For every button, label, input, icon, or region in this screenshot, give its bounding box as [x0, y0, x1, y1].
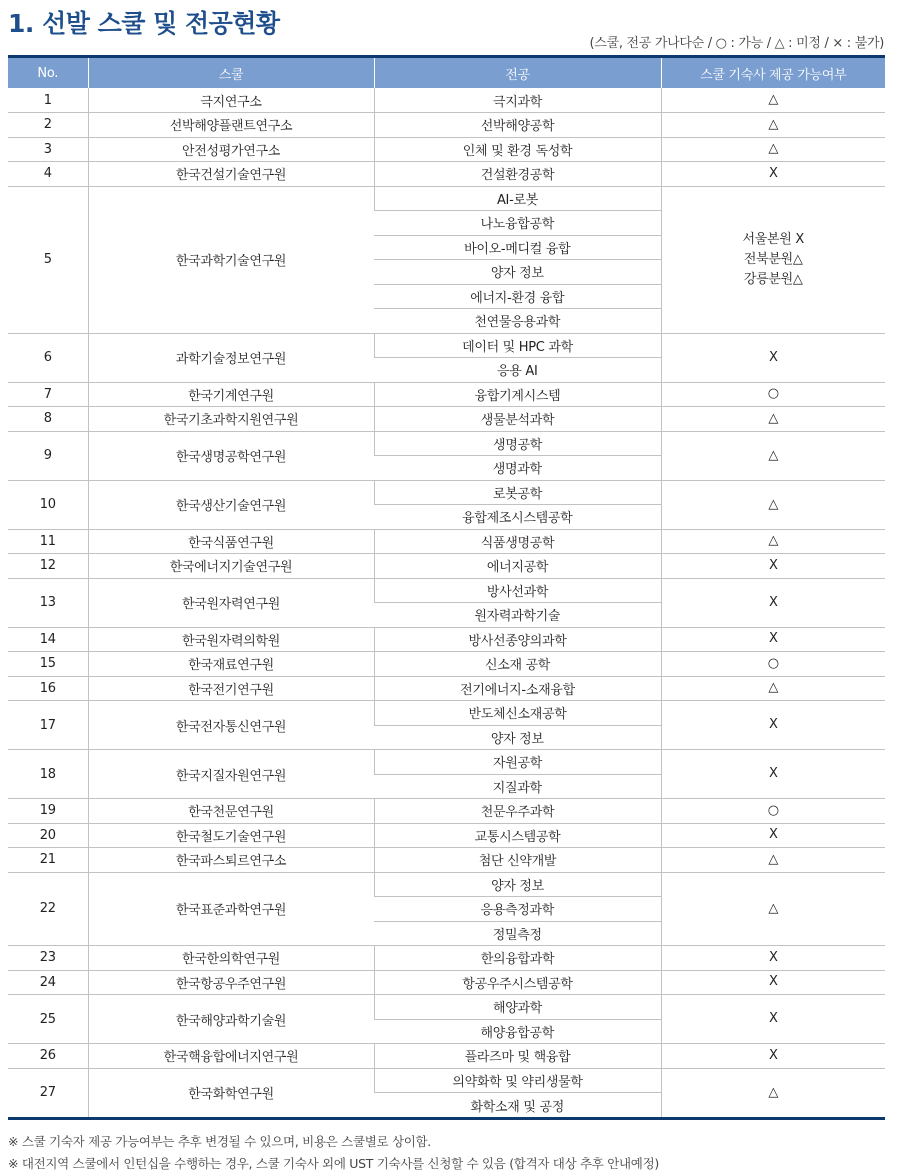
- table-row: [8, 578, 885, 603]
- school-major-table-wrapper: [8, 55, 885, 1120]
- cell-major: 천연물응용과학: [374, 309, 661, 334]
- availability-value: △: [768, 116, 779, 132]
- availability-value: ○: [767, 655, 779, 671]
- cell-major: 방사선종양의과학: [374, 627, 661, 652]
- availability-value: X: [768, 594, 778, 610]
- cell-major: 생명공학: [374, 431, 661, 456]
- cell-no: 11: [8, 529, 88, 554]
- cell-school: 한국파스퇴르연구소: [88, 848, 374, 873]
- cell-availability: [661, 848, 885, 873]
- cell-availability: [661, 823, 885, 848]
- header-major: 전공: [374, 58, 661, 88]
- table-header-row: [8, 58, 885, 88]
- cell-major: 에너지-환경 융합: [374, 284, 661, 309]
- cell-major: 자원공학: [374, 750, 661, 775]
- cell-no: 19: [8, 799, 88, 824]
- cell-school: 한국항공우주연구원: [88, 970, 374, 995]
- cell-availability: [661, 1044, 885, 1069]
- availability-value: X: [768, 165, 778, 181]
- cell-availability: [661, 113, 885, 138]
- cell-school: 한국식품연구원: [88, 529, 374, 554]
- table-row: [8, 407, 885, 432]
- cell-school: 한국철도기술연구원: [88, 823, 374, 848]
- table-body: [8, 88, 885, 1117]
- cell-availability: [661, 162, 885, 187]
- cell-availability: [661, 995, 885, 1044]
- table-row: [8, 186, 885, 211]
- availability-value: △: [768, 1084, 779, 1100]
- cell-no: 24: [8, 970, 88, 995]
- cell-major: 식품생명공학: [374, 529, 661, 554]
- cell-no: 18: [8, 750, 88, 799]
- cell-school: 한국전자통신연구원: [88, 701, 374, 750]
- availability-value: X: [768, 827, 778, 843]
- cell-school: 한국재료연구원: [88, 652, 374, 677]
- cell-school: 한국한의학연구원: [88, 946, 374, 971]
- cell-availability: [661, 627, 885, 652]
- cell-school: 한국원자력연구원: [88, 578, 374, 627]
- table-row: [8, 137, 885, 162]
- table-row: [8, 701, 885, 726]
- cell-availability: [661, 652, 885, 677]
- table-row: [8, 799, 885, 824]
- cell-major: 생물분석과학: [374, 407, 661, 432]
- cell-major: 의약화학 및 약리생물학: [374, 1068, 661, 1093]
- cell-major: 한의융합과학: [374, 946, 661, 971]
- cell-no: 10: [8, 480, 88, 529]
- table-row: [8, 652, 885, 677]
- cell-school: 한국원자력의학원: [88, 627, 374, 652]
- cell-availability: [661, 480, 885, 529]
- footnote: ※ 스쿨 기숙자 제공 가능여부는 추후 변경될 수 있으며, 비용은 스쿨별로 상이함.: [8, 1134, 431, 1149]
- cell-major: 방사선과학: [374, 578, 661, 603]
- cell-school: 한국생명공학연구원: [88, 431, 374, 480]
- cell-school: 한국과학기술연구원: [88, 186, 374, 333]
- cell-major: 화학소재 및 공정: [374, 1093, 661, 1118]
- cell-availability: [661, 529, 885, 554]
- availability-value: △: [768, 680, 779, 696]
- cell-availability: [661, 88, 885, 113]
- availability-value: ○: [767, 386, 779, 402]
- header-school: 스쿨: [88, 58, 374, 88]
- cell-school: 극지연구소: [88, 88, 374, 113]
- cell-school: 안전성평가연구소: [88, 137, 374, 162]
- header-no: No.: [8, 58, 88, 88]
- cell-availability: [661, 431, 885, 480]
- availability-value: X: [768, 949, 778, 965]
- table-header: [8, 58, 885, 88]
- table-row: [8, 946, 885, 971]
- cell-availability: [661, 1068, 885, 1117]
- cell-major: 바이오-메디컬 융합: [374, 235, 661, 260]
- cell-major: 데이터 및 HPC 과학: [374, 333, 661, 358]
- cell-availability: [661, 186, 885, 333]
- table-row: [8, 970, 885, 995]
- cell-major: 응용측정과학: [374, 897, 661, 922]
- availability-value: △: [768, 533, 779, 549]
- cell-major: 원자력과학기술: [374, 603, 661, 628]
- availability-value: △: [768, 900, 779, 916]
- cell-no: 16: [8, 676, 88, 701]
- table-row: [8, 162, 885, 187]
- table-row: [8, 554, 885, 579]
- footnotes: [8, 1131, 659, 1175]
- cell-school: 한국화학연구원: [88, 1068, 374, 1117]
- cell-major: 해양융합공학: [374, 1019, 661, 1044]
- availability-value: X: [768, 557, 778, 573]
- cell-major: 융합제조시스템공학: [374, 505, 661, 530]
- cell-school: 한국해양과학기술원: [88, 995, 374, 1044]
- cell-major: 신소재 공학: [374, 652, 661, 677]
- cell-no: 21: [8, 848, 88, 873]
- cell-major: 로봇공학: [374, 480, 661, 505]
- cell-major: 지질과학: [374, 774, 661, 799]
- availability-value: △: [768, 410, 779, 426]
- header-availability: 스쿨 기숙사 제공 가능여부: [661, 58, 885, 88]
- cell-no: 20: [8, 823, 88, 848]
- cell-no: 3: [8, 137, 88, 162]
- cell-school: 한국천문연구원: [88, 799, 374, 824]
- cell-major: 에너지공학: [374, 554, 661, 579]
- cell-major: 양자 정보: [374, 260, 661, 285]
- availability-value: 전북분원△: [743, 251, 803, 267]
- cell-major: 전기에너지-소재융합: [374, 676, 661, 701]
- cell-school: 한국지질자원연구원: [88, 750, 374, 799]
- cell-major: 플라즈마 및 핵융합: [374, 1044, 661, 1069]
- cell-no: 9: [8, 431, 88, 480]
- cell-major: 인체 및 환경 독성학: [374, 137, 661, 162]
- cell-major: 천문우주과학: [374, 799, 661, 824]
- cell-major: 양자 정보: [374, 872, 661, 897]
- availability-value: X: [768, 631, 778, 647]
- availability-value: △: [768, 141, 779, 157]
- cell-availability: [661, 407, 885, 432]
- cell-no: 5: [8, 186, 88, 333]
- availability-value: △: [768, 496, 779, 512]
- table-row: [8, 431, 885, 456]
- table-row: [8, 872, 885, 897]
- cell-major: 나노융합공학: [374, 211, 661, 236]
- cell-availability: [661, 676, 885, 701]
- cell-no: 22: [8, 872, 88, 946]
- cell-no: 8: [8, 407, 88, 432]
- availability-value: X: [768, 349, 778, 365]
- cell-availability: [661, 333, 885, 382]
- cell-no: 7: [8, 382, 88, 407]
- cell-school: 한국기초과학지원연구원: [88, 407, 374, 432]
- cell-availability: [661, 137, 885, 162]
- table-row: [8, 113, 885, 138]
- cell-major: 융합기계시스템: [374, 382, 661, 407]
- cell-school: 과학기술정보연구원: [88, 333, 374, 382]
- cell-no: 12: [8, 554, 88, 579]
- cell-school: 선박해양플랜트연구소: [88, 113, 374, 138]
- cell-no: 23: [8, 946, 88, 971]
- cell-no: 17: [8, 701, 88, 750]
- cell-availability: [661, 578, 885, 627]
- cell-major: 응용 AI: [374, 358, 661, 383]
- table-row: [8, 529, 885, 554]
- table-row: [8, 1044, 885, 1069]
- cell-availability: [661, 750, 885, 799]
- cell-major: 건설환경공학: [374, 162, 661, 187]
- availability-value: X: [768, 717, 778, 732]
- cell-major: 정밀측정: [374, 921, 661, 946]
- cell-no: 25: [8, 995, 88, 1044]
- symbol-legend: (스쿨, 전공 가나다순 / ○ : 가능 / △ : 미정 / × : 불가): [589, 36, 884, 51]
- cell-major: 양자 정보: [374, 725, 661, 750]
- cell-availability: [661, 970, 885, 995]
- cell-major: AI-로봇: [374, 186, 661, 211]
- availability-value: X: [768, 766, 778, 781]
- cell-no: 13: [8, 578, 88, 627]
- cell-major: 선박해양공학: [374, 113, 661, 138]
- page-title: 1. 선발 스쿨 및 전공현황: [8, 9, 280, 38]
- cell-no: 1: [43, 92, 52, 108]
- table-row: [8, 848, 885, 873]
- cell-availability: [661, 382, 885, 407]
- availability-value: △: [768, 92, 779, 107]
- table-row: [8, 88, 885, 113]
- table-row: [8, 1068, 885, 1093]
- cell-availability: [661, 799, 885, 824]
- cell-no: 27: [8, 1068, 88, 1117]
- cell-no: 2: [8, 113, 88, 138]
- cell-no: 6: [8, 333, 88, 382]
- table-row: [8, 995, 885, 1020]
- cell-no: 14: [8, 627, 88, 652]
- availability-value: △: [768, 851, 779, 867]
- cell-no: 26: [8, 1044, 88, 1069]
- school-major-table: [8, 58, 885, 1117]
- cell-major: 생명과학: [374, 456, 661, 481]
- availability-value: X: [768, 1047, 778, 1063]
- cell-no: 4: [8, 162, 88, 187]
- cell-major: 교통시스템공학: [374, 823, 661, 848]
- cell-major: 극지과학: [374, 88, 661, 113]
- table-row: [8, 382, 885, 407]
- table-row: [8, 480, 885, 505]
- cell-major: 항공우주시스템공학: [374, 970, 661, 995]
- availability-value: ○: [767, 802, 779, 818]
- table-row: [8, 333, 885, 358]
- cell-availability: [661, 554, 885, 579]
- cell-major: 첨단 신약개발: [374, 848, 661, 873]
- availability-value: △: [768, 447, 779, 463]
- cell-school: 한국표준과학연구원: [88, 872, 374, 946]
- availability-value: 강릉분원△: [743, 271, 803, 287]
- availability-value: X: [768, 974, 778, 990]
- footnote: ※ 대전지역 스쿨에서 인턴십을 수행하는 경우, 스쿨 기숙사 외에 UST 기숙사를 신청할 수 있음 (합격자 대상 추후 안내예정): [8, 1156, 659, 1171]
- cell-school: 한국에너지기술연구원: [88, 554, 374, 579]
- table-row: [8, 823, 885, 848]
- table-row: [8, 676, 885, 701]
- table-row: [8, 750, 885, 775]
- cell-major: 반도체신소재공학: [374, 701, 661, 726]
- table-row: [8, 627, 885, 652]
- cell-school: 한국전기연구원: [88, 676, 374, 701]
- cell-school: 한국핵융합에너지연구원: [88, 1044, 374, 1069]
- cell-availability: [661, 946, 885, 971]
- cell-availability: [661, 872, 885, 946]
- cell-major: 해양과학: [374, 995, 661, 1020]
- cell-no: 15: [8, 652, 88, 677]
- cell-school: 한국기계연구원: [88, 382, 374, 407]
- cell-school: 한국생산기술연구원: [88, 480, 374, 529]
- availability-value: 서울본원 X: [742, 231, 804, 247]
- availability-value: X: [768, 1011, 778, 1026]
- cell-availability: [661, 701, 885, 750]
- cell-school: 한국건설기술연구원: [88, 162, 374, 187]
